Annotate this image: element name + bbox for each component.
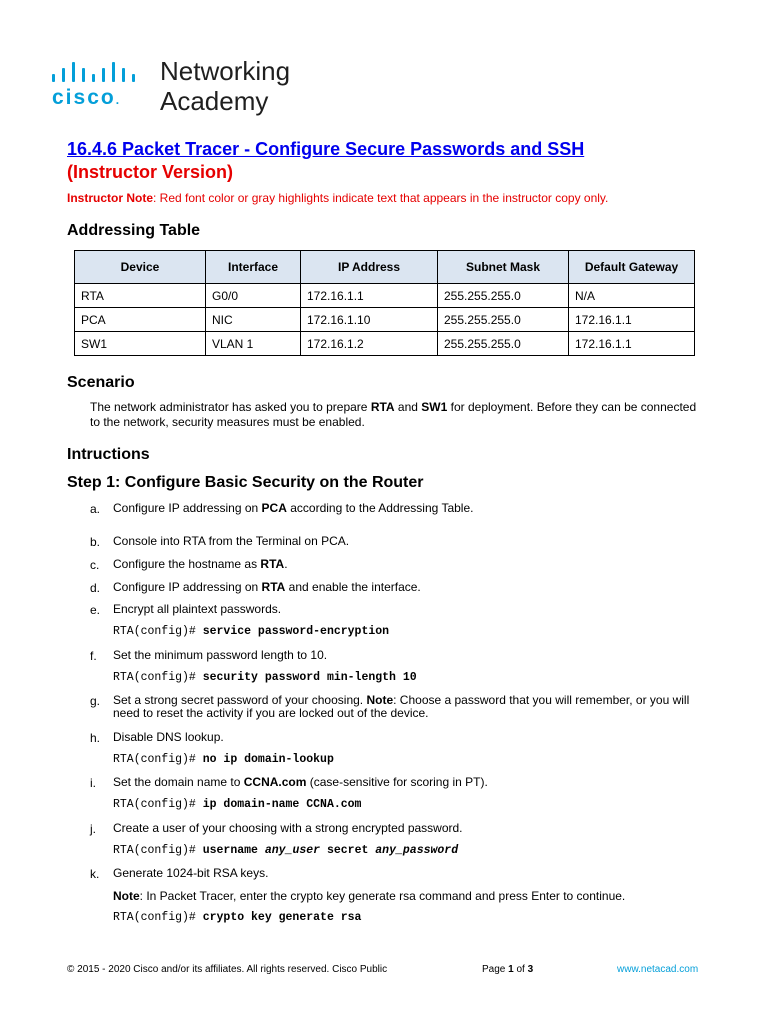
footer-url-link[interactable]: www.netacad.com [617, 964, 699, 975]
step1-heading: Step 1: Configure Basic Security on the Router [67, 474, 424, 491]
addressing-table [74, 250, 695, 356]
footer-copyright: © 2015 - 2020 Cisco and/or its affiliates. All rights reserved. Cisco Public [67, 964, 388, 975]
header-default-gateway: Default Gateway [569, 251, 695, 284]
table-header-row [75, 251, 695, 284]
footer-page-number: Page 1 of 3 [482, 964, 534, 975]
table-cell: 255.255.255.0 [438, 308, 569, 332]
table-cell: N/A [569, 284, 695, 308]
cisco-wordmark: cisco. [52, 86, 122, 109]
table-cell: PCA [75, 308, 206, 332]
command-line: RTA(config)# crypto key generate rsa [113, 911, 362, 924]
table-cell: 172.16.1.10 [301, 308, 438, 332]
table-cell: 255.255.255.0 [438, 284, 569, 308]
header-subnet-mask: Subnet Mask [438, 251, 569, 284]
cisco-bars-icon [52, 60, 147, 82]
table-cell: RTA [75, 284, 206, 308]
table-cell: 172.16.1.1 [569, 332, 695, 356]
note-text: Note: In Packet Tracer, enter the crypto key generate rsa command and press Enter to continue. [113, 889, 626, 903]
header-ip-address: IP Address [301, 251, 438, 284]
table-cell: 172.16.1.1 [301, 284, 438, 308]
table-cell: 172.16.1.2 [301, 332, 438, 356]
table-cell: 172.16.1.1 [569, 308, 695, 332]
logo-academy: Academy [160, 86, 269, 116]
instructions-heading: Intructions [67, 446, 150, 463]
header-device: Device [75, 251, 206, 284]
table-row [75, 308, 695, 332]
command-line: RTA(config)# security password min-length 10 [113, 671, 417, 684]
scenario-heading: Scenario [67, 374, 135, 391]
table-cell: NIC [206, 308, 301, 332]
table-row [75, 332, 695, 356]
cisco-networking-academy-logo [52, 58, 312, 118]
scenario-text: The network administrator has asked you to prepare RTA and SW1 for deployment. Before they can be connected to the network, security measures must be enabled. [90, 400, 697, 429]
table-row [75, 284, 695, 308]
command-line: RTA(config)# service password-encryption [113, 625, 390, 638]
command-line: RTA(config)# no ip domain-lookup [113, 753, 334, 766]
command-line: RTA(config)# username any_user secret any_password [113, 844, 459, 857]
command-line: RTA(config)# ip domain-name CCNA.com [113, 798, 362, 811]
header-interface: Interface [206, 251, 301, 284]
logo-networking: Networking [160, 56, 291, 86]
document-title[interactable]: 16.4.6 Packet Tracer - Configure Secure Passwords and SSH [67, 139, 585, 159]
instructor-version-label: (Instructor Version) [67, 162, 234, 182]
table-cell: VLAN 1 [206, 332, 301, 356]
table-cell: G0/0 [206, 284, 301, 308]
addressing-table-heading: Addressing Table [67, 222, 201, 239]
instructor-note: Instructor Note: Red font color or gray highlights indicate text that appears in the instructor copy only. [67, 191, 609, 205]
table-cell: 255.255.255.0 [438, 332, 569, 356]
table-cell: SW1 [75, 332, 206, 356]
